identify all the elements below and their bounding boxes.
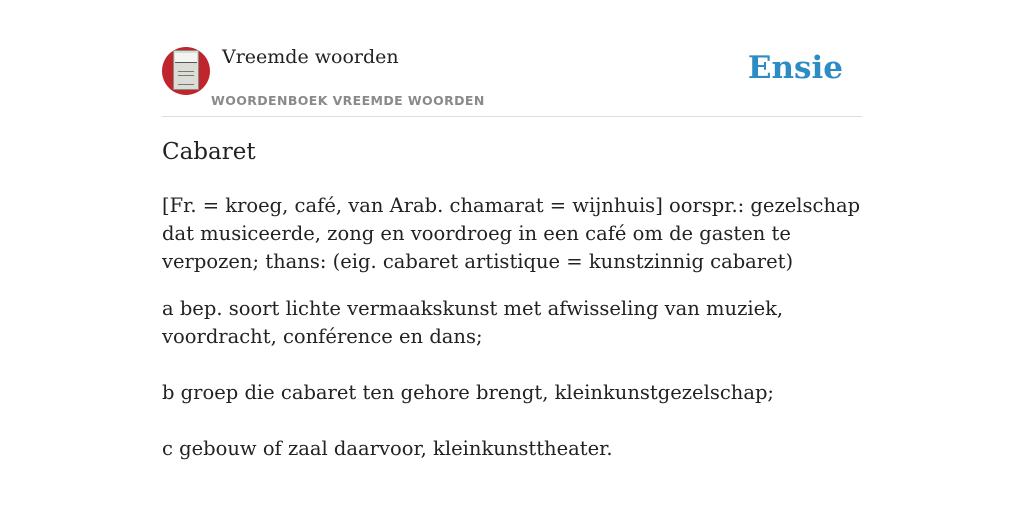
ensie-logo-link[interactable]: Ensie: [747, 50, 843, 86]
entry-sense-c: c gebouw of zaal daarvoor, kleinkunsttheater.: [162, 437, 613, 460]
entry-sense-a: a bep. soort lichte vermaakskunst met afwisseling van muziek, voordracht, conférence en dans;: [162, 297, 784, 348]
entry-sense-b: b groep die cabaret ten gehore brengt, kleinkunstgezelschap;: [162, 381, 774, 404]
source-avatar-icon[interactable]: [162, 47, 210, 95]
entry-card: [162, 0, 862, 460]
source-title[interactable]: Vreemde woorden: [222, 46, 399, 68]
book-cover-icon: [173, 50, 199, 90]
entry-etymology: [Fr. = kroeg, café, van Arab. chamarat = wijnhuis] oorspr.: gezelschap dat musiceerde, zong en voordroeg in een café om de gasten te verpozen; thans: (eig. cabaret artistique = kunstzinnig cabaret): [162, 194, 861, 273]
entry-header: [162, 0, 862, 117]
entry-word: Cabaret: [162, 139, 256, 165]
source-subtitle: WOORDENBOEK VREEMDE WOORDEN: [211, 93, 485, 108]
